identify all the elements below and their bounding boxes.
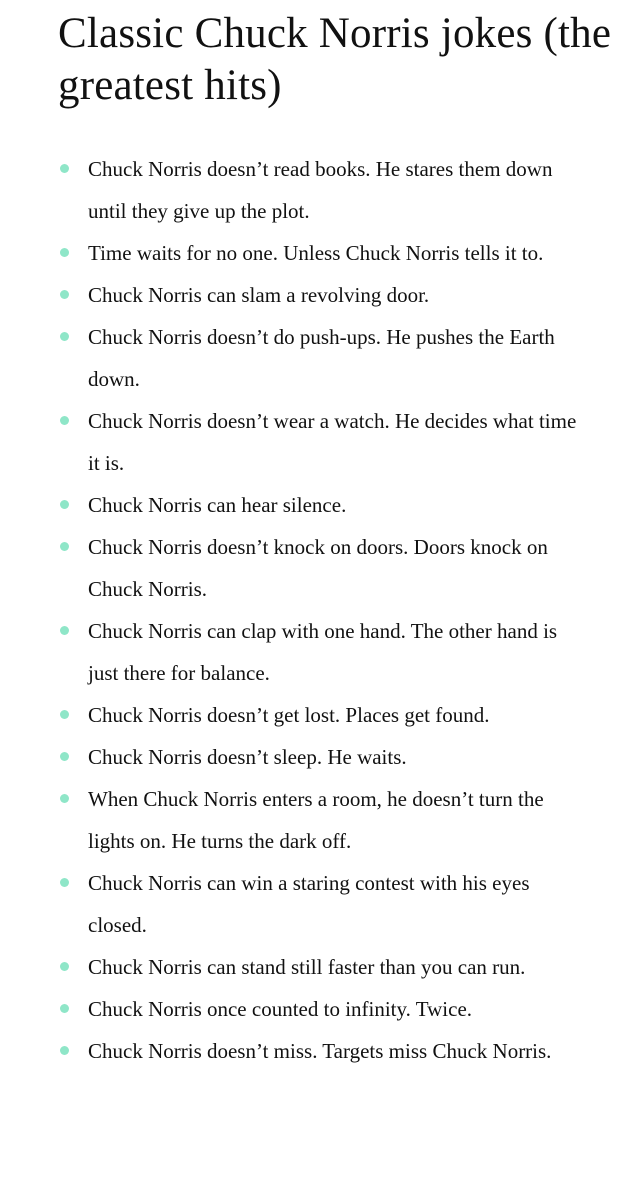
joke-text: Chuck Norris doesn’t miss. Targets miss Chuck Norris. (88, 1039, 552, 1063)
joke-text: Chuck Norris can clap with one hand. The other hand is just there for balance. (88, 619, 558, 685)
joke-text: Chuck Norris doesn’t knock on doors. Doors knock on Chuck Norris. (88, 535, 548, 601)
list-item (0, 316, 641, 400)
article-title: Classic Chuck Norris jokes (the greatest hits) (58, 10, 612, 109)
list-item (0, 946, 641, 988)
list-item (0, 862, 641, 946)
bullet-dot-icon (60, 290, 69, 299)
joke-text: Chuck Norris can slam a revolving door. (88, 283, 430, 307)
bullet-dot-icon (60, 332, 69, 341)
list-item (0, 1030, 641, 1072)
list-item (0, 274, 641, 316)
bullet-dot-icon (60, 1004, 69, 1013)
joke-text: Chuck Norris can win a staring contest with his eyes closed. (88, 871, 530, 937)
joke-text: Chuck Norris doesn’t do push-ups. He pushes the Earth down. (88, 325, 555, 391)
joke-text: Chuck Norris doesn’t get lost. Places get found. (88, 703, 490, 727)
joke-text: Chuck Norris doesn’t wear a watch. He decides what time it is. (88, 409, 577, 475)
joke-text: Chuck Norris doesn’t read books. He stares them down until they give up the plot. (88, 157, 553, 223)
list-item (0, 484, 641, 526)
joke-text: Chuck Norris once counted to infinity. Twice. (88, 997, 473, 1021)
joke-text: Chuck Norris can stand still faster than you can run. (88, 955, 526, 979)
bullet-dot-icon (60, 794, 69, 803)
joke-text: Chuck Norris doesn’t sleep. He waits. (88, 745, 407, 769)
list-item (0, 988, 641, 1030)
list-item (0, 736, 641, 778)
list-item (0, 400, 641, 484)
list-item (0, 778, 641, 862)
list-item (0, 526, 641, 610)
joke-text: Chuck Norris can hear silence. (88, 493, 347, 517)
joke-text: Time waits for no one. Unless Chuck Norris tells it to. (88, 241, 544, 265)
list-item (0, 694, 641, 736)
bullet-dot-icon (60, 542, 69, 551)
list-item (0, 232, 641, 274)
bullet-dot-icon (60, 962, 69, 971)
bullet-dot-icon (60, 878, 69, 887)
bullet-dot-icon (60, 416, 69, 425)
joke-text: When Chuck Norris enters a room, he doesn’t turn the lights on. He turns the dark off. (88, 787, 544, 853)
bullet-dot-icon (60, 500, 69, 509)
bullet-dot-icon (60, 626, 69, 635)
bullet-dot-icon (60, 248, 69, 257)
bullet-dot-icon (60, 752, 69, 761)
bullet-dot-icon (60, 710, 69, 719)
list-item (0, 148, 641, 232)
jokes-list (0, 148, 641, 1072)
bullet-dot-icon (60, 164, 69, 173)
list-item (0, 610, 641, 694)
bullet-dot-icon (60, 1046, 69, 1055)
